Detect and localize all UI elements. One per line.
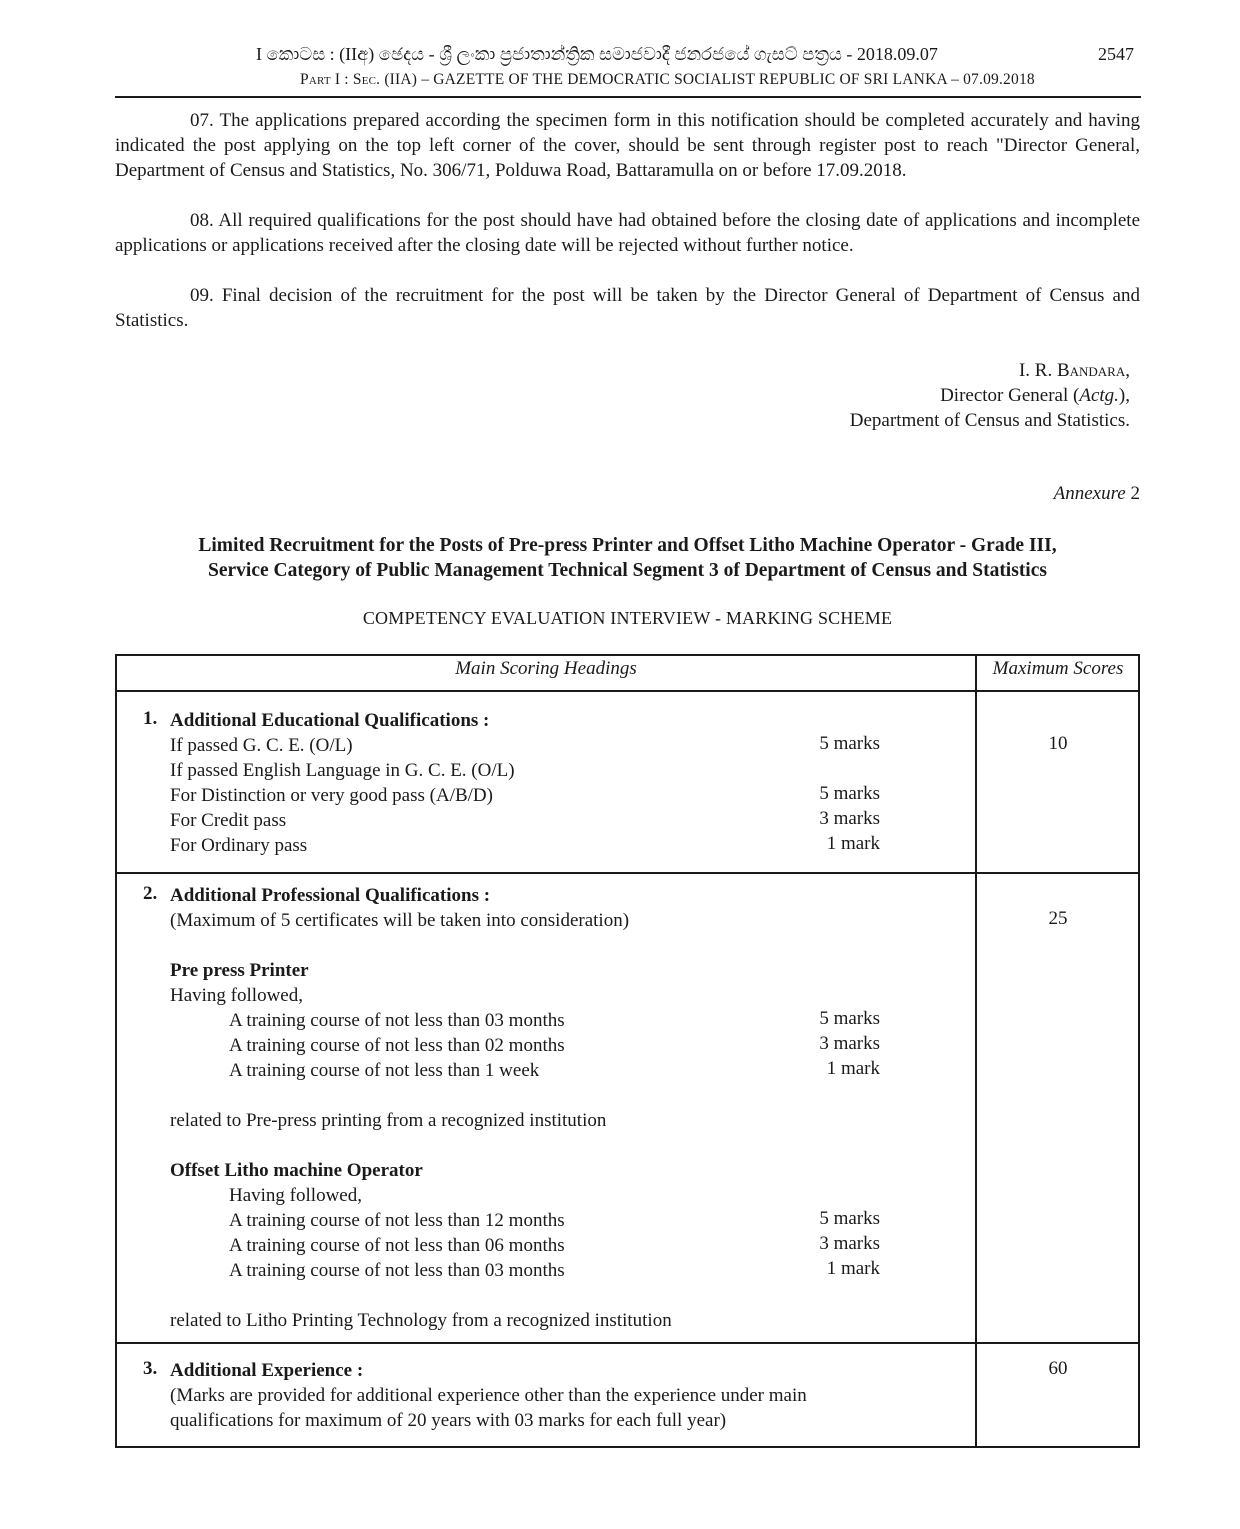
header-part: Part I <box>300 71 341 88</box>
pre-press-course-1: A training course of not less than 03 months <box>229 1010 565 1031</box>
header-divider <box>115 96 1141 98</box>
offset-litho-marks-1: 5 marks <box>819 1208 880 1229</box>
pre-press-course-3: A training course of not less than 1 week <box>229 1060 540 1081</box>
s1-line-3: For Distinction or very good pass (A/B/D) <box>170 785 493 806</box>
s1-marks-1: 5 marks <box>819 733 880 754</box>
section-3-heading: Additional Experience : <box>170 1360 364 1381</box>
s3-line-2: qualifications for maximum of 20 years with 03 marks for each full year) <box>170 1410 727 1431</box>
annexure-label <box>900 483 1140 505</box>
table-row-divider-1 <box>115 872 1140 874</box>
offset-litho-course-1: A training course of not less than 12 months <box>229 1210 565 1231</box>
offset-litho-followed: Having followed, <box>229 1185 362 1206</box>
offset-litho-marks-3: 1 mark <box>826 1258 880 1279</box>
section-3-number: 3. <box>143 1358 158 1379</box>
section-1-score: 10 <box>1048 733 1068 754</box>
offset-litho-heading: Offset Litho machine Operator <box>170 1160 423 1181</box>
paragraph-07: 07. The applications prepared according the specimen form in this notification should be completed accurately and having indicated the post applying on the top left corner of the cover, should be sent through register post to reach "Director General, Department of Census and Statistics, No. 306/71, Polduwa Road, Battaramulla on or before 17.09.2018. <box>115 110 1140 181</box>
column-header-max: Maximum Scores <box>992 658 1124 679</box>
header-sec: Sec. <box>352 71 381 88</box>
offset-litho-course-2: A training course of not less than 06 months <box>229 1235 565 1256</box>
pre-press-marks-1: 5 marks <box>819 1008 880 1029</box>
section-2-number: 2. <box>143 883 158 904</box>
offset-litho-course-3: A training course of not less than 03 months <box>229 1260 565 1281</box>
header-rest: (IIA) – GAZETTE OF THE DEMOCRATIC SOCIALIST REPUBLIC OF SRI LANKA – 07.09.2018 <box>384 71 1035 88</box>
signatory-department: Department of Census and Statistics. <box>849 410 1130 431</box>
pre-press-marks-3: 1 mark <box>826 1058 880 1079</box>
marking-scheme-subtitle: COMPETENCY EVALUATION INTERVIEW - MARKING SCHEME <box>362 608 893 628</box>
page-number: 2547 <box>1098 44 1134 64</box>
gazette-header-sinhala: I කොටස : (IIඅ) ඡෙදය - ශ්‍රී ලංකා ප්‍රජාතාන්ත්‍රික සමාජවාදී ජනරජයේ ගැසට් පත්‍රය - 2018.09.07 <box>256 44 938 64</box>
s1-marks-3: 5 marks <box>819 783 880 804</box>
s1-marks-5: 1 mark <box>826 833 880 854</box>
s1-line-4: For Credit pass <box>170 810 287 831</box>
section-2-score: 25 <box>1048 908 1068 929</box>
offset-litho-marks-2: 3 marks <box>819 1233 880 1254</box>
pre-press-followed: Having followed, <box>170 985 303 1006</box>
annexure-word: Annexure <box>1053 483 1126 504</box>
pre-press-related: related to Pre-press printing from a recognized institution <box>170 1110 607 1131</box>
s3-line-1: (Marks are provided for additional experience other than the experience under main <box>170 1385 807 1406</box>
s1-line-1: If passed G. C. E. (O/L) <box>170 735 353 756</box>
section-1-number: 1. <box>143 708 158 729</box>
signature-block <box>800 358 1130 433</box>
s2-note: (Maximum of 5 certificates will be taken into consideration) <box>170 910 630 931</box>
offset-litho-related: related to Litho Printing Technology from a recognized institution <box>170 1310 672 1331</box>
paragraph-09: 09. Final decision of the recruitment for the post will be taken by the Director General of Department of Census and Statistics. <box>115 285 1140 331</box>
paragraph-08: 08. All required qualifications for the post should have had obtained before the closing date of applications and incomplete applications or applications received after the closing date will be rejected without further notice. <box>115 210 1140 256</box>
s1-line-2: If passed English Language in G. C. E. (O/L) <box>170 760 515 781</box>
title-line-1: Limited Recruitment for the Posts of Pre-press Printer and Offset Litho Machine Operator - Grade III, <box>198 535 1057 556</box>
signatory-name: I. R. Bandara, <box>1018 360 1130 381</box>
column-header-main: Main Scoring Headings <box>455 658 637 679</box>
table-row-divider-2 <box>115 1342 1140 1344</box>
s1-marks-4: 3 marks <box>819 808 880 829</box>
pre-press-marks-2: 3 marks <box>819 1033 880 1054</box>
document-title <box>115 533 1140 583</box>
s1-line-5: For Ordinary pass <box>170 835 308 856</box>
pre-press-course-2: A training course of not less than 02 months <box>229 1035 565 1056</box>
title-suffix: ), <box>1118 385 1130 406</box>
title-prefix: Director General ( <box>940 385 1080 406</box>
table-header-divider <box>115 690 1140 692</box>
title-acting: Actg. <box>1079 385 1119 406</box>
section-2-heading: Additional Professional Qualifications : <box>170 885 491 906</box>
title-line-2: Service Category of Public Management Technical Segment 3 of Department of Census and Statistics <box>208 560 1047 581</box>
table-column-divider <box>975 654 977 1448</box>
pre-press-heading: Pre press Printer <box>170 960 309 981</box>
signatory-title <box>800 383 1130 408</box>
gazette-header-english: Part I : Sec. (IIA) – GAZETTE OF THE DEMOCRATIC SOCIALIST REPUBLIC OF SRI LANKA – 07.09.2018 <box>300 71 1035 88</box>
section-3-score: 60 <box>1048 1358 1068 1379</box>
section-1-heading: Additional Educational Qualifications : <box>170 710 490 731</box>
annexure-number: 2 <box>1130 483 1140 504</box>
